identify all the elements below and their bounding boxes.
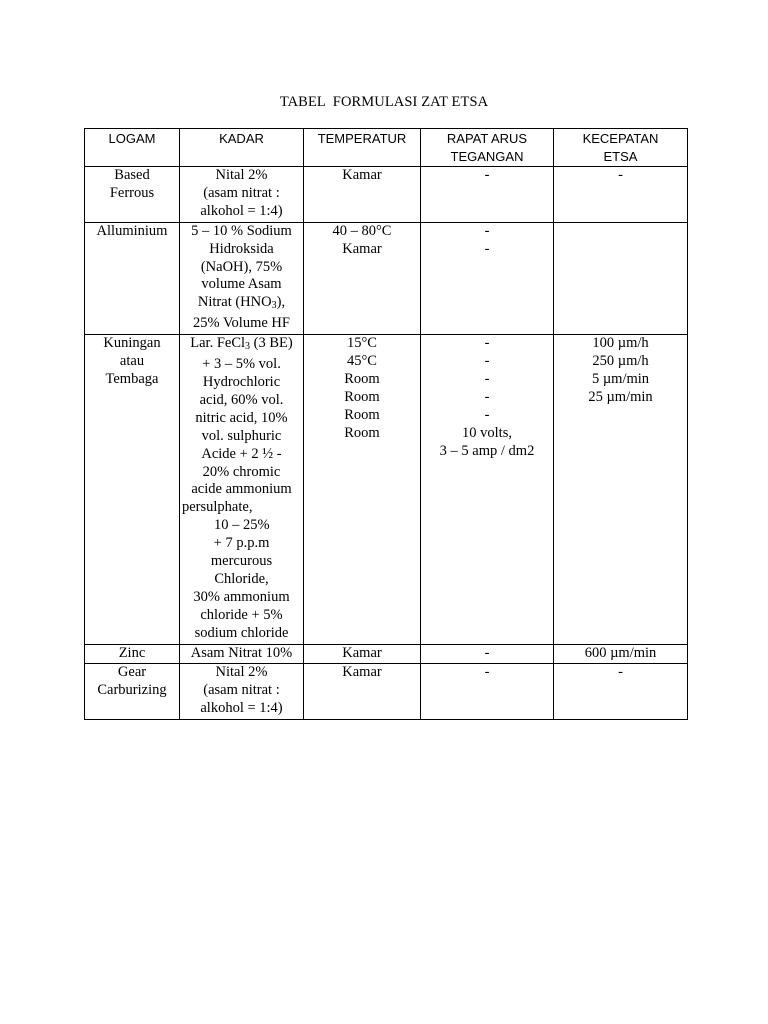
text-line: Gear [117,664,147,681]
header-kadar: KADAR [180,129,304,167]
text-fragment: ), [276,294,286,311]
text-line: acid, 60% vol. [199,391,284,408]
cell-rapat-arus [421,644,554,664]
cell-temperatur [304,222,421,334]
text-line: Kamar [342,644,382,661]
cell-logam [85,222,180,334]
text-line: 40 – 80°C [332,222,392,239]
text-line: volume Asam [201,276,282,293]
header-kecepatan-line-2: ETSA [603,148,638,164]
text-line: - [618,664,623,681]
table-row [85,644,688,664]
table-row [85,335,688,644]
text-line: Based [114,167,150,183]
cell-logam [85,644,180,664]
text-line: Carburizing [97,682,167,699]
cell-kecepatan [554,644,688,664]
etching-formulation-table [84,128,688,720]
cell-temperatur [304,644,421,664]
text-line: Acide + 2 ½ - [201,445,282,462]
text-line: Hidroksida [209,240,274,257]
cell-kecepatan [554,167,688,223]
table-header-row [85,129,688,167]
text-line: + 3 – 5% vol. [202,356,281,373]
text-line: Hydrochloric [202,373,281,390]
header-rapat-line-2: TEGANGAN [450,148,524,164]
text-line: Room [344,370,380,387]
cell-kadar [180,167,304,223]
text-line: Asam Nitrat 10% [190,644,293,661]
cell-kadar [180,335,304,644]
text-line: atau [119,353,145,370]
text-line: 15°C [347,335,377,352]
text-line: (asam nitrat : [203,682,280,699]
text-line: Room [344,424,380,441]
cell-kecepatan [554,222,688,334]
text-line: - [484,388,490,405]
text-line: vol. sulphuric [201,427,282,444]
text-line: - [484,406,490,423]
text-line: Chloride, [214,570,269,587]
text-line: + 7 p.p.m [213,535,270,552]
text-line: 25% Volume HF [193,315,290,332]
text-line: Kamar [342,240,382,257]
text-line: mercurous [210,553,273,570]
header-kecepatan-line-1: KECEPATAN [582,131,659,146]
text-line: - [484,353,490,370]
text-line: 10 – 25% [214,517,270,534]
header-rapat-arus [421,129,554,167]
text-line: alkohol = 1:4) [200,700,283,717]
text-line: - [484,167,490,183]
text-line: 45°C [347,353,377,370]
text-line: chloride + 5% [200,606,283,623]
cell-logam [85,167,180,223]
text-line: Nital 2% [215,664,268,681]
text-fragment: (3 BE) [250,335,293,352]
cell-rapat-arus [421,335,554,644]
text-line: - [484,240,490,257]
cell-temperatur [304,335,421,644]
text-line: 5 µm/min [591,370,650,387]
header-rapat-line-1: RAPAT ARUS [446,131,528,146]
text-line: 600 µm/min [584,644,657,661]
cell-temperatur [304,664,421,720]
text-line: Kuningan [103,335,161,352]
text-line: - [484,222,490,239]
text-line: Ferrous [109,184,155,201]
cell-logam [85,335,180,644]
text-line: Room [344,388,380,405]
text-line: Kamar [342,664,382,681]
text-line: Nital 2% [215,167,268,183]
cell-temperatur [304,167,421,223]
table-row [85,167,688,223]
cell-kecepatan [554,335,688,644]
text-line: sodium chloride [194,624,289,641]
cell-kadar [180,664,304,720]
page-title: TABEL FORMULASI ZAT ETSA [279,94,489,110]
text-line: 10 volts, [462,424,512,441]
text-line: - [618,167,623,183]
text-line: (NaOH), 75% [200,258,283,275]
header-logam: LOGAM [85,129,180,167]
text-line: nitric acid, 10% [195,409,288,426]
text-line: persulphate, [182,499,253,516]
text-line: alkohol = 1:4) [200,202,283,219]
text-line: Tembaga [105,370,159,387]
text-line: 100 µm/h [592,335,649,352]
text-line: - [484,335,490,352]
text-line: Room [344,406,380,423]
cell-kadar [180,222,304,334]
subscript: 3 [245,341,251,353]
subscript: 3 [271,300,277,312]
cell-kadar [180,644,304,664]
text-line: (asam nitrat : [203,184,280,201]
text-line: 30% ammonium [193,588,290,605]
table-row [85,222,688,334]
text-line: - [484,370,490,387]
text-line: 250 µm/h [592,353,649,370]
text-line: - [484,664,490,681]
table-row [85,664,688,720]
cell-rapat-arus [421,664,554,720]
cell-logam [85,664,180,720]
text-line [182,294,301,315]
text-line: 3 – 5 amp / dm2 [439,442,535,459]
header-temperatur: TEMPERATUR [304,129,421,167]
text-line: - [484,644,490,661]
text-line [182,335,301,356]
cell-kecepatan [554,664,688,720]
text-line: Zinc [118,644,146,661]
text-line: Kamar [342,167,382,183]
text-fragment: Lar. FeCl [190,335,246,352]
text-line: 20% chromic [202,463,281,480]
text-line: Alluminium [96,222,168,239]
text-line: 25 µm/min [588,388,653,405]
text-fragment: Nitrat (HNO [197,294,272,311]
cell-rapat-arus [421,222,554,334]
header-kecepatan [554,129,688,167]
cell-rapat-arus [421,167,554,223]
text-line: acide ammonium [191,481,292,498]
text-line: 5 – 10 % Sodium [191,222,292,239]
